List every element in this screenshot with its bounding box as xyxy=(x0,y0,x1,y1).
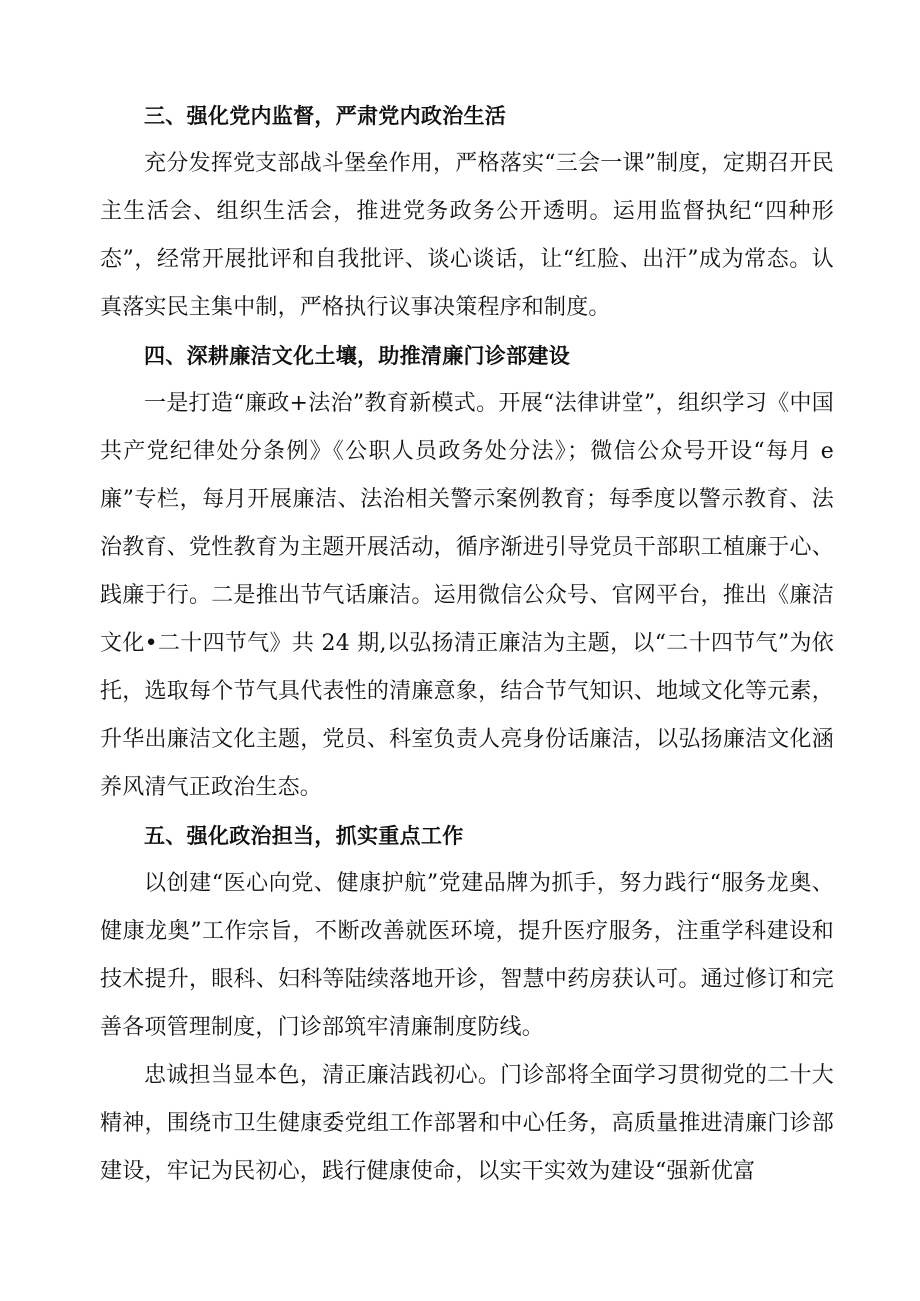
document-body xyxy=(100,92,834,1196)
section-heading-3: 三、强化党内监督，严肃党内政治生活 xyxy=(144,104,507,128)
section-heading-4: 四、深耕廉洁文化土壤，助推清廉门诊部建设 xyxy=(144,344,570,368)
section-heading-5: 五、强化政治担当，抓实重点工作 xyxy=(144,824,464,848)
paragraph-closing: 忠诚担当显本色，清正廉洁践初心。门诊部将全面学习贯彻党的二十大精神，围绕市卫生健康委党组工作部署和中心任务，高质量推进清廉门诊部建设，牢记为民初心，践行健康使命，以实干实效为建设“强新优富 xyxy=(100,1063,834,1184)
paragraph-integrity-culture: 一是打造“廉政+法治”教育新模式。开展“法律讲堂”，组织学习《中国共产党纪律处分条例》《公职人员政务处分法》；微信公众号开设“每月 e 廉”专栏，每月开展廉洁、法治相关警示案例教育；每季度以警示教育、法治教育、党性教育为主题开展活动，循序渐进引导党员干部职工植廉于心、践廉于行。二是推出节气话廉洁。运用微信公众号、官网平台，推出《廉洁文化•二十四节气》共 24 期,以弘扬清正廉洁为主题，以“二十四节气”为依托，选取每个节气具代表性的清廉意象，结合节气知识、地域文化等元素，升华出廉洁文化主题，党员、科室负责人亮身份话廉洁，以弘扬廉洁文化涵养风清气正政治生态。 xyxy=(100,391,834,800)
paragraph-supervision: 充分发挥党支部战斗堡垒作用，严格落实“三会一课”制度，定期召开民主生活会、组织生活会，推进党务政务公开透明。运用监督执纪“四种形态”，经常开展批评和自我批评、谈心谈话，让“红脸、出汗”成为常态。认真落实民主集中制，严格执行议事决策程序和制度。 xyxy=(100,151,834,320)
paragraph-party-brand: 以创建“医心向党、健康护航”党建品牌为抓手，努力践行“服务龙奥、健康龙奥”工作宗旨，不断改善就医环境，提升医疗服务，注重学科建设和技术提升，眼科、妇科等陆续落地开诊，智慧中药房获认可。通过修订和完善各项管理制度，门诊部筑牢清廉制度防线。 xyxy=(100,871,834,1040)
